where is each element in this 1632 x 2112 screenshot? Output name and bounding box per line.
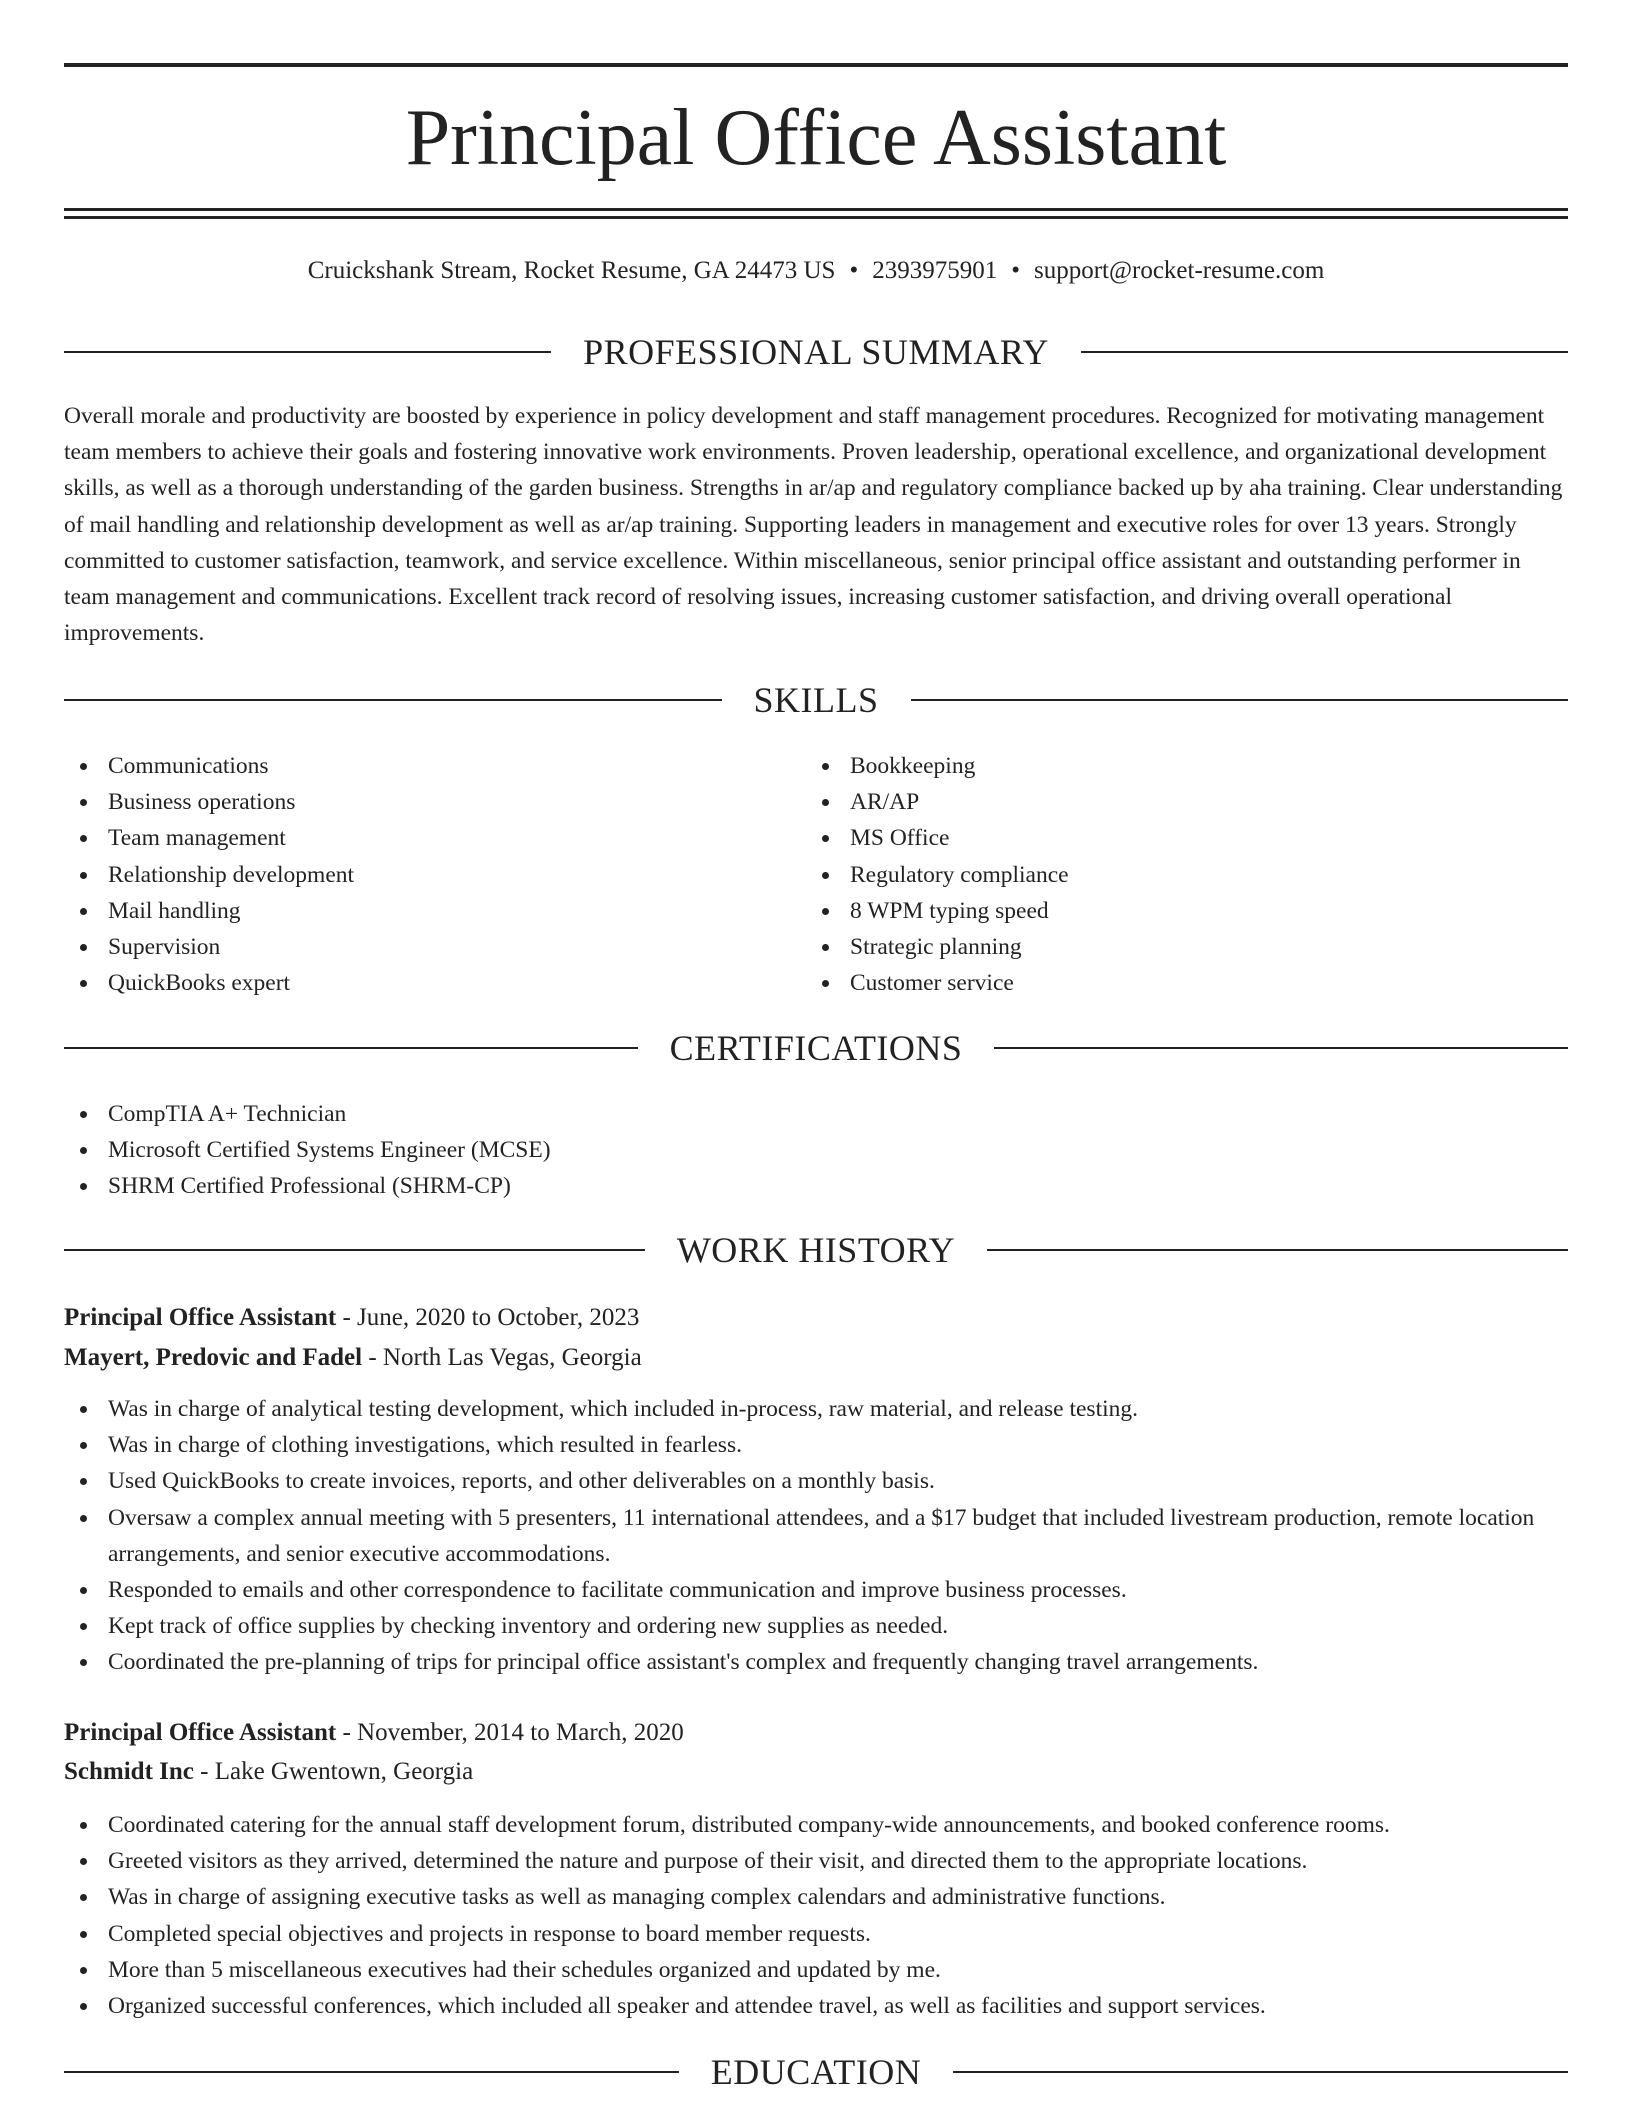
skill-item: QuickBooks expert [64, 965, 764, 1001]
candidate-name: Principal Office Assistant [405, 94, 1227, 182]
skills-list-left [64, 748, 764, 1001]
header-double-rule-lower [64, 216, 1568, 219]
section-heading-summary [64, 330, 1568, 374]
certification-item: Microsoft Certified Systems Engineer (MCSE) [64, 1132, 1568, 1168]
contact-email: support@rocket-resume.com [1033, 257, 1325, 284]
heading-rule [1081, 351, 1568, 353]
section-heading-work-history [64, 1228, 1568, 1272]
job-title: Principal Office Assistant [64, 1719, 337, 1746]
skill-item: AR/AP [806, 784, 1566, 820]
heading-rule [953, 2071, 1568, 2073]
job-location: - North Las Vegas, Georgia [362, 1344, 642, 1371]
job-dates: - November, 2014 to March, 2020 [336, 1719, 684, 1746]
section-title: EDUCATION [710, 2052, 922, 2092]
heading-rule [911, 699, 1569, 701]
certification-item: SHRM Certified Professional (SHRM-CP) [64, 1168, 1568, 1204]
job-company: Schmidt Inc [64, 1758, 194, 1785]
skill-item: 8 WPM typing speed [806, 893, 1566, 929]
section-heading-certifications [64, 1026, 1568, 1070]
duty-item: Oversaw a complex annual meeting with 5 presenters, 11 international attendees, and a $17 budget that included livestream production, remote location arrangements, and senior executive accommodations. [64, 1500, 1568, 1572]
job-dates: - June, 2020 to October, 2023 [336, 1304, 640, 1331]
duty-item: Completed special objectives and projects in response to board member requests. [64, 1916, 1568, 1952]
contact-phone: 2393975901 [872, 257, 998, 284]
duty-item: Coordinated catering for the annual staff development forum, distributed company-wide announcements, and booked conference rooms. [64, 1807, 1568, 1843]
skill-item: Communications [64, 748, 764, 784]
duty-item: Was in charge of clothing investigations, which resulted in fearless. [64, 1427, 1568, 1463]
contact-line [64, 254, 1568, 288]
contact-separator: • [1011, 257, 1020, 284]
skill-item: Supervision [64, 929, 764, 965]
skill-item: Regulatory compliance [806, 857, 1566, 893]
contact-address: Cruickshank Stream, Rocket Resume, GA 24473 US [307, 257, 836, 284]
section-title: WORK HISTORY [676, 1230, 956, 1270]
summary-paragraph: Overall morale and productivity are boosted by experience in policy development and staff management procedures. Recognized for motivating management team members to achieve their goals and fostering innovative work environments. Proven leadership, operational excellence, and organizational development skills, as well as a thorough understanding of the garden business. Strengths in ar/ap and regulatory compliance backed up by aha training. Clear understanding of mail handling and relationship development as well as ar/ap training. Supporting leaders in management and executive roles for over 13 years. Strongly committed to customer satisfaction, teamwork, and service excellence. Within miscellaneous, senior principal office assistant and outstanding performer in team management and communications. Excellent track record of resolving issues, increasing customer satisfaction, and driving overall operational improvements. [64, 403, 1563, 647]
job-title-line [64, 1715, 1568, 1751]
job-company-line [64, 1754, 1568, 1790]
duty-item: Used QuickBooks to create invoices, reports, and other deliverables on a monthly basis. [64, 1463, 1568, 1499]
job-company: Mayert, Predovic and Fadel [64, 1344, 363, 1371]
section-title: SKILLS [753, 680, 879, 720]
skill-item: Bookkeeping [806, 748, 1566, 784]
section-title: PROFESSIONAL SUMMARY [583, 332, 1049, 372]
skills-list-right [806, 748, 1566, 1001]
skill-item: Customer service [806, 965, 1566, 1001]
job-duties-list [64, 1807, 1568, 2024]
skill-item: Strategic planning [806, 929, 1566, 965]
skill-item: Business operations [64, 784, 764, 820]
header-double-rule-upper [64, 208, 1568, 211]
heading-rule [64, 1249, 645, 1251]
skill-item: Team management [64, 820, 764, 856]
skill-item: Mail handling [64, 893, 764, 929]
job-company-line [64, 1340, 1568, 1376]
skill-item: MS Office [806, 820, 1566, 856]
duty-item: Kept track of office supplies by checking inventory and ordering new supplies as needed. [64, 1608, 1568, 1644]
duty-item: Was in charge of analytical testing development, which included in-process, raw material, and release testing. [64, 1391, 1568, 1427]
duty-item: Organized successful conferences, which included all speaker and attendee travel, as well as facilities and support services. [64, 1988, 1568, 2024]
section-heading-education [64, 2050, 1568, 2094]
heading-rule [994, 1047, 1568, 1049]
job-duties-list [64, 1391, 1568, 1681]
skill-item: Relationship development [64, 857, 764, 893]
certification-item: CompTIA A+ Technician [64, 1096, 1568, 1132]
header-top-rule [64, 63, 1568, 67]
duty-item: More than 5 miscellaneous executives had their schedules organized and updated by me. [64, 1952, 1568, 1988]
heading-rule [987, 1249, 1568, 1251]
duty-item: Was in charge of assigning executive tasks as well as managing complex calendars and administrative functions. [64, 1879, 1568, 1915]
duty-item: Greeted visitors as they arrived, determined the nature and purpose of their visit, and directed them to the appropriate locations. [64, 1843, 1568, 1879]
heading-rule [64, 1047, 638, 1049]
duty-item: Responded to emails and other correspondence to facilitate communication and improve business processes. [64, 1572, 1568, 1608]
section-title: CERTIFICATIONS [669, 1028, 963, 1068]
heading-rule [64, 2071, 679, 2073]
job-title-line [64, 1300, 1568, 1336]
heading-rule [64, 699, 722, 701]
duty-item: Coordinated the pre-planning of trips for principal office assistant's complex and frequently changing travel arrangements. [64, 1644, 1568, 1680]
job-location: - Lake Gwentown, Georgia [193, 1758, 474, 1785]
section-heading-skills [64, 678, 1568, 722]
job-title: Principal Office Assistant [64, 1304, 337, 1331]
heading-rule [64, 351, 551, 353]
contact-separator: • [849, 257, 859, 284]
certifications-list [64, 1096, 1568, 1205]
